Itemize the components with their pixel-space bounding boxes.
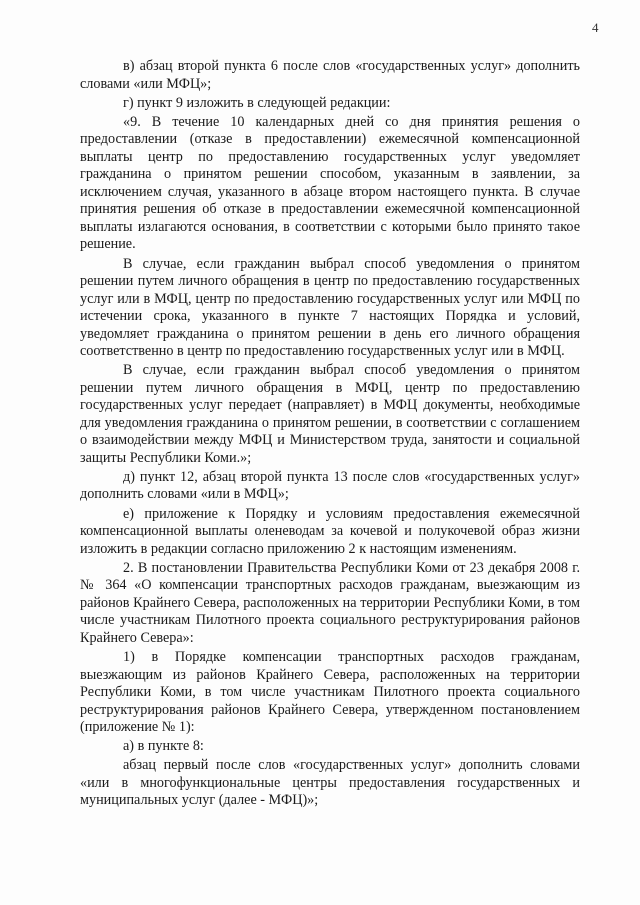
page-number: 4 <box>592 20 599 35</box>
document-body <box>80 58 580 812</box>
paragraph-case-mfc: В случае, если гражданин выбрал способ уведомления о принятом решении путем личного обращения в МФЦ, центр по предоставлению государственных услуг передает (направляет) в МФЦ документы, необходимые для уведомления гражданина о принятом решении, в соответствии с соглашением о взаимодействии между МФЦ и Министерством труда, занятости и социальной защиты Республики Коми.»; <box>80 362 580 466</box>
paragraph-point-9: «9. В течение 10 календарных дней со дня принятия решения о предоставлении (отказе в предоставлении) ежемесячной компенсационной выплаты центр по предоставлению государственных услуг уведомляет гражданина о принятом решении способом, указанным в заявлении, за исключением случая, указанного в абзаце втором настоящего пункта. В случае принятия решения об отказе в предоставлении ежемесячной компенсационной выплаты излагаются основания, в соответствии с которыми было принято такое решение. <box>80 113 580 253</box>
paragraph-a: а) в пункте 8: <box>123 738 204 755</box>
paragraph-d: д) пункт 12, абзац второй пункта 13 после слов «государственных услуг» дополнить словами «или в МФЦ»; <box>80 468 580 503</box>
paragraph-section-2: 2. В постановлении Правительства Республики Коми от 23 декабря 2008 г. № 364 «О компенсации транспортных расходов гражданам, выезжающим из районов Крайнего Севера, расположенных на территории Республики Коми, в том числе участникам Пилотного проекта социального реструктурирования районов Крайнего Севера»: <box>80 559 580 646</box>
paragraph-v: в) абзац второй пункта 6 после слов «государственных услуг» дополнить словами «или МФЦ»; <box>80 58 580 92</box>
paragraph-g: г) пункт 9 изложить в следующей редакции: <box>123 94 391 111</box>
paragraph-first-abzac: абзац первый после слов «государственных услуг» дополнить словами «или в многофункциональные центры предоставления государственных и муниципальных услуг (далее - МФЦ)»; <box>80 757 580 809</box>
paragraph-case-personal: В случае, если гражданин выбрал способ уведомления о принятом решении путем личного обращения в центр по предоставлению государственных услуг или в МФЦ, центр по предоставлению государственных услуг или МФЦ по истечении срока, указанного в пункте 7 настоящих Порядка и условий, уведомляет гражданина о принятом решении в день его личного обращения соответственно в центр по предоставлению государственных услуг или в МФЦ. <box>80 255 580 360</box>
paragraph-item-1: 1) в Порядке компенсации транспортных расходов гражданам, выезжающим из районов Крайнего Севера, расположенных на территории Республики Коми, в том числе участникам Пилотного проекта социального реструктурирования районов Крайнего Севера, утвержденном постановлением (приложение № 1): <box>80 649 580 735</box>
paragraph-e: е) приложение к Порядку и условиям предоставления ежемесячной компенсационной выплаты оленеводам за кочевой и полукочевой образ жизни изложить в редакции согласно приложению 2 к настоящим изменениям. <box>80 505 580 557</box>
